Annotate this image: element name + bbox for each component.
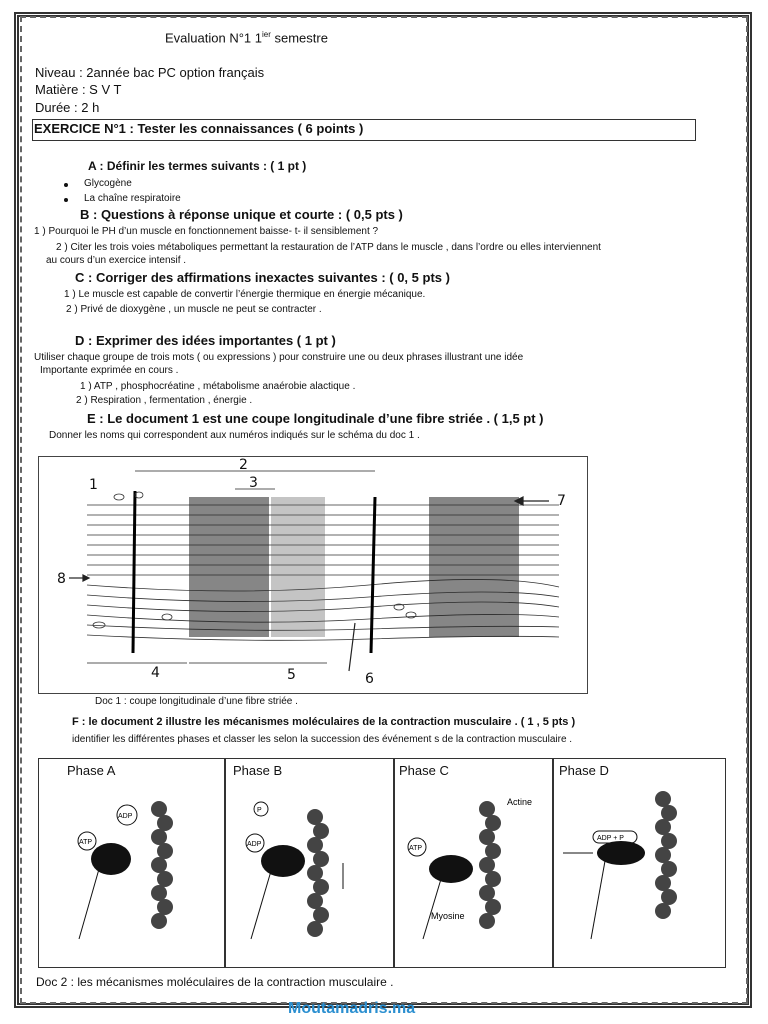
statement-2: 2 ) Privé de dioxygène , un muscle ne peut se contracter . <box>66 304 322 315</box>
phase-c-panel <box>394 758 554 968</box>
phase-a-label: Phase A <box>67 763 116 778</box>
section-c-title: C : Corriger des affirmations inexactes suivantes : ( 0, 5 pts ) <box>75 270 450 285</box>
section-d-instruction-2: Importante exprimée en cours . <box>40 365 179 376</box>
bullet <box>64 183 68 187</box>
doc2-caption: Doc 2 : les mécanismes moléculaires de la contraction musculaire . <box>36 975 394 989</box>
section-d-instruction-1: Utiliser chaque groupe de trois mots ( ou expressions ) pour construire une ou deux phrases illustrant une idée <box>34 352 524 363</box>
phase-d-illustration <box>553 759 727 969</box>
fiber-diagram <box>39 457 589 695</box>
word-group-2: 2 ) Respiration , fermentation , énergie . <box>76 395 253 406</box>
myosine-label: Myosine <box>431 911 465 921</box>
phase-b-label: Phase B <box>233 763 283 778</box>
section-b-title: B : Questions à réponse unique et courte : ( 0,5 pts ) <box>80 207 403 222</box>
section-d-title: D : Exprimer des idées importantes ( 1 pt ) <box>75 333 336 348</box>
doc1-figure <box>38 456 588 694</box>
exercice-title: EXERCICE N°1 : Tester les connaissances ( 6 points ) <box>34 121 364 136</box>
statement-1: 1 ) Le muscle est capable de convertir l’énergie thermique en énergie mécanique. <box>64 289 426 300</box>
label-2: 2 <box>239 457 248 473</box>
section-e-instruction: Donner les noms qui correspondent aux numéros indiqués sur le schéma du doc 1 . <box>49 430 420 441</box>
section-e-title: E : Le document 1 est une coupe longitudinale d’une fibre striée . ( 1,5 pt ) <box>87 411 544 426</box>
section-f-instruction: identifier les différentes phases et classer les selon la succession des événement s de la contraction musculaire . <box>72 734 573 745</box>
section-f-title: F : le document 2 illustre les mécanismes moléculaires de la contraction musculaire . ( 1 , 5 pts ) <box>72 716 576 728</box>
question-2a: 2 ) Citer les trois voies métaboliques permettant la restauration de l’ATP dans le muscle , dans l’ordre ou elles interviennent <box>56 242 601 253</box>
phase-b-panel <box>224 758 394 968</box>
doc2-figure <box>38 758 726 968</box>
label-4: 4 <box>151 665 160 681</box>
p-label: P <box>257 807 262 814</box>
bullet <box>64 198 68 202</box>
title-sup: ier <box>261 30 271 39</box>
matiere-line: Matière : S V T <box>35 82 122 97</box>
z-line <box>133 491 135 653</box>
phase-d-label: Phase D <box>559 763 609 778</box>
site-logo: Moutamadris.ma <box>288 1000 416 1017</box>
label-6: 6 <box>365 671 374 687</box>
label-8: 8 <box>57 571 66 587</box>
phase-a-panel <box>38 758 226 968</box>
term-item: La chaîne respiratoire <box>84 193 181 204</box>
duree-line: Durée : 2 h <box>35 100 100 115</box>
label-3: 3 <box>249 475 258 491</box>
actine-label: Actine <box>507 797 533 807</box>
phase-b-illustration <box>225 759 395 969</box>
phase-c-label: Phase C <box>399 763 449 778</box>
question-2b: au cours d’un exercice intensif . <box>46 255 187 266</box>
label-1: 1 <box>89 477 98 493</box>
phase-a-illustration <box>39 759 227 969</box>
atp-label-c: ATP <box>409 845 423 852</box>
a-bands <box>189 497 519 637</box>
evaluation-title <box>165 30 328 46</box>
word-group-1: 1 ) ATP , phosphocréatine , métabolisme anaérobie alactique . <box>80 381 356 392</box>
doc1-caption: Doc 1 : coupe longitudinale d’une fibre striée . <box>95 696 298 707</box>
question-1: 1 ) Pourquoi le PH d’un muscle en fonctionnement baisse- t- il sensiblement ? <box>34 226 379 237</box>
label-5: 5 <box>287 667 296 683</box>
label-7: 7 <box>557 493 566 509</box>
title-main: Evaluation N°1 1 <box>165 30 262 46</box>
section-a-title: A : Définir les termes suivants : ( 1 pt ) <box>88 159 307 173</box>
phase-d-panel <box>552 758 726 968</box>
title-end: semestre <box>274 30 328 46</box>
adp-label: ADP <box>118 813 133 820</box>
adp-label-b: ADP <box>247 841 262 848</box>
atp-label: ATP <box>79 839 93 846</box>
z-line <box>371 497 375 653</box>
term-item: Glycogène <box>84 178 132 189</box>
niveau-line: Niveau : 2année bac PC option français <box>35 65 265 80</box>
phase-c-illustration <box>395 759 555 969</box>
adp-p-label: ADP + P <box>597 835 624 842</box>
